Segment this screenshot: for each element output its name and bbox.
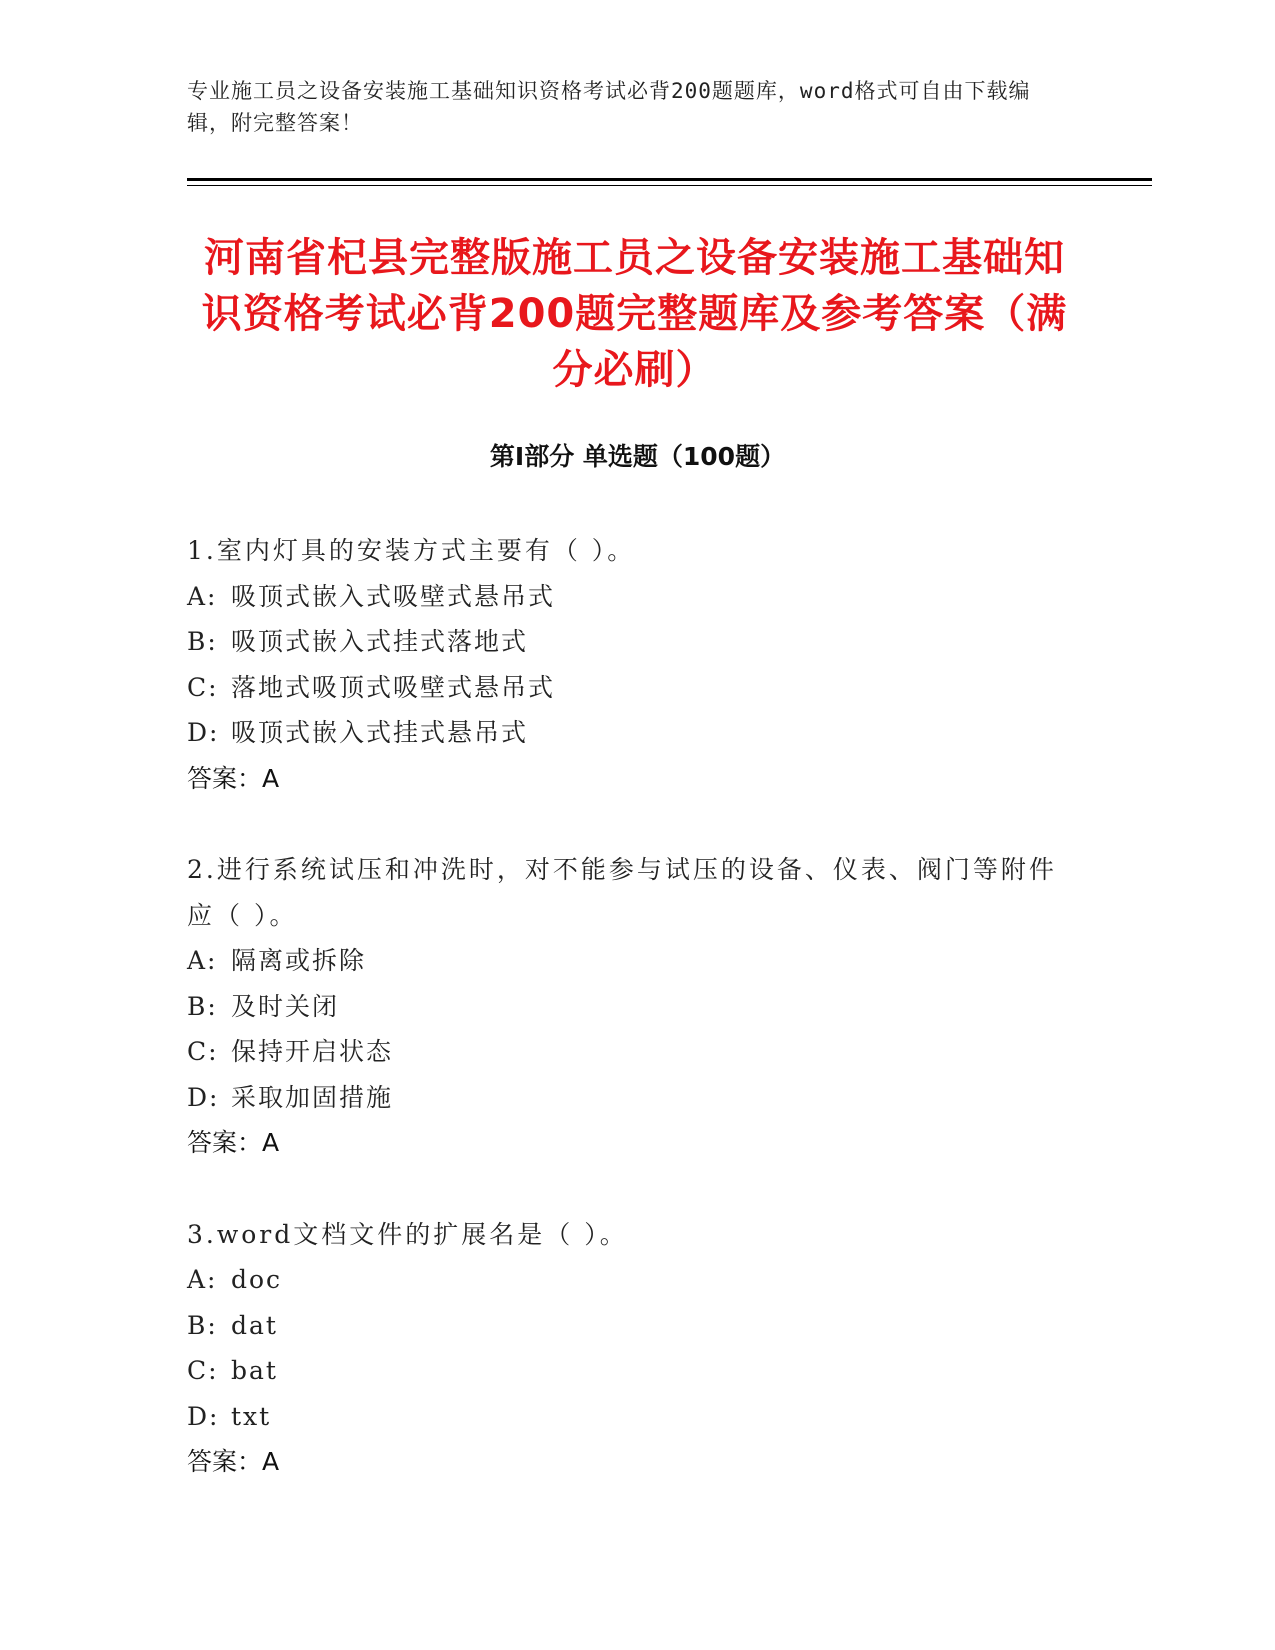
document-title: 河南省杞县完整版施工员之设备安装施工基础知识资格考试必背200题完整题库及参考答案（满分必刷）	[201, 235, 1068, 393]
question-2	[187, 847, 1067, 1166]
option-letter: A:	[187, 946, 218, 975]
option-d	[187, 710, 1067, 756]
answer-value: A	[262, 763, 280, 793]
answer-label: 答案：	[187, 763, 263, 793]
option-letter: B:	[187, 1310, 218, 1340]
header-rule-thick	[187, 178, 1152, 181]
option-text: bat	[231, 1356, 278, 1385]
option-letter: B:	[187, 991, 218, 1021]
answer-label: 答案：	[187, 1128, 263, 1157]
answer-value: A	[262, 1447, 280, 1476]
option-letter: B:	[187, 627, 218, 656]
option-c	[187, 1029, 1067, 1075]
option-b	[187, 1303, 1067, 1349]
question-stem: 2.进行系统试压和冲洗时，对不能参与试压的设备、仪表、阀门等附件应（ ）。	[187, 855, 1057, 930]
question-1	[187, 528, 1067, 801]
question-list	[187, 528, 1067, 1531]
option-letter: C:	[187, 672, 219, 702]
answer-line	[187, 756, 1067, 802]
option-letter: A:	[187, 581, 218, 611]
option-c	[187, 1348, 1067, 1394]
option-a	[187, 938, 1067, 984]
option-letter: D:	[187, 1401, 220, 1431]
option-letter: C:	[187, 1037, 219, 1066]
section-heading: 第I部分 单选题（100题）	[489, 442, 786, 471]
option-b	[187, 619, 1067, 665]
option-letter: A:	[187, 1265, 218, 1294]
option-text: dat	[231, 1310, 278, 1340]
answer-value: A	[262, 1128, 280, 1157]
option-text: 保持开启状态	[231, 1037, 394, 1066]
question-3	[187, 1212, 1067, 1485]
option-text: 吸顶式嵌入式吸壁式悬吊式	[231, 581, 556, 611]
option-d	[187, 1075, 1067, 1121]
option-text: 采取加固措施	[231, 1082, 394, 1112]
option-letter: C:	[187, 1356, 219, 1385]
answer-label: 答案：	[187, 1447, 263, 1476]
option-b	[187, 984, 1067, 1030]
answer-line	[187, 1120, 1067, 1166]
option-text: txt	[231, 1401, 272, 1431]
answer-line	[187, 1439, 1067, 1485]
option-text: 吸顶式嵌入式挂式落地式	[231, 627, 529, 656]
question-stem: 1.室内灯具的安装方式主要有（ ）。	[187, 536, 636, 565]
option-a	[187, 1257, 1067, 1303]
option-text: 落地式吸顶式吸壁式悬吊式	[231, 672, 556, 702]
header-note: 专业施工员之设备安装施工基础知识资格考试必背200题题库，word格式可自由下载编辑，附完整答案！	[187, 79, 1031, 135]
option-letter: D:	[187, 1082, 220, 1112]
option-c	[187, 665, 1067, 711]
option-text: 隔离或拆除	[231, 946, 367, 975]
option-text: 吸顶式嵌入式挂式悬吊式	[231, 718, 529, 747]
option-d	[187, 1394, 1067, 1440]
option-letter: D:	[187, 718, 220, 747]
question-stem: 3.word文档文件的扩展名是（ ）。	[187, 1219, 628, 1249]
option-a	[187, 574, 1067, 620]
option-text: doc	[231, 1265, 283, 1294]
option-text: 及时关闭	[231, 991, 340, 1021]
header-rule-thin	[187, 185, 1152, 186]
